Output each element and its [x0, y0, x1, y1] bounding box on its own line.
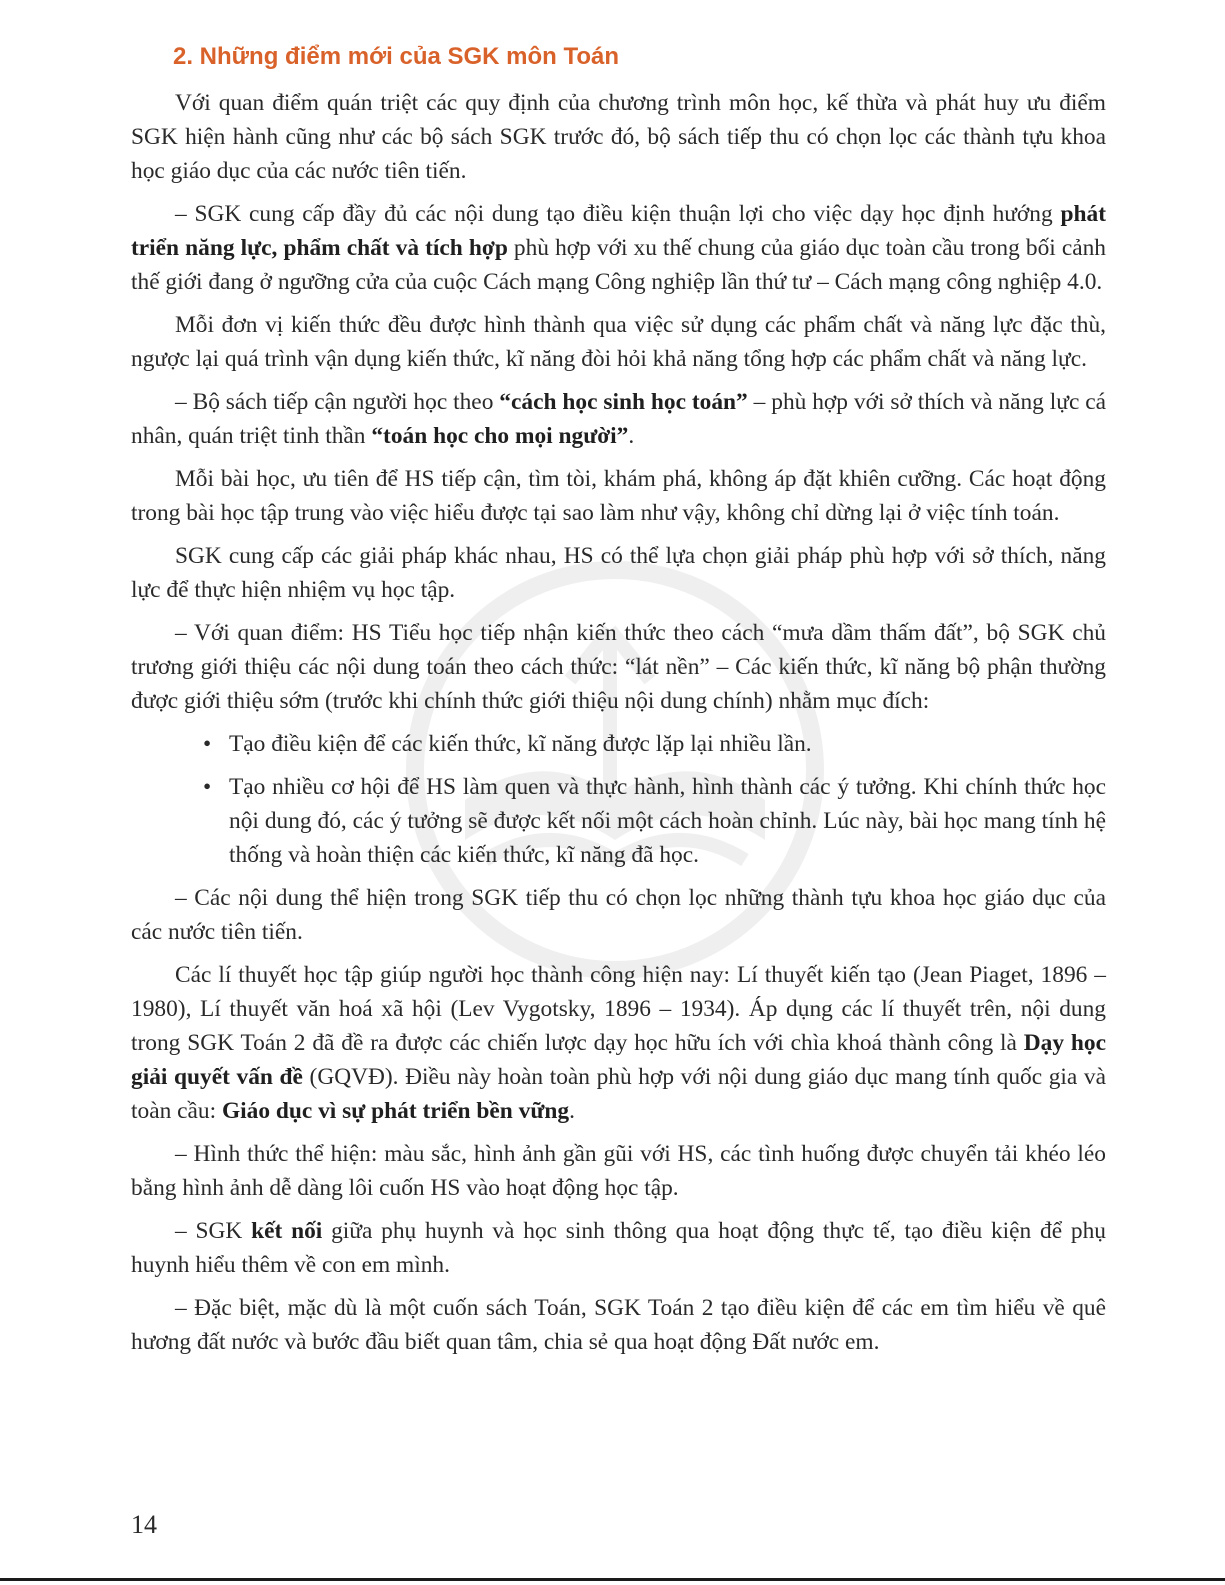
bullet-list	[131, 727, 1106, 872]
document-page	[131, 40, 1106, 1368]
paragraph: – Đặc biệt, mặc dù là một cuốn sách Toán, SGK Toán 2 tạo điều kiện để các em tìm hiểu về quê hương đất nước và bước đầu biết quan tâm, chia sẻ qua hoạt động Đất nước em.	[131, 1295, 1106, 1355]
paragraph: Mỗi bài học, ưu tiên để HS tiếp cận, tìm tòi, khám phá, không áp đặt khiên cưỡng. Các hoạt động trong bài học tập trung vào việc hiểu được tại sao làm như vậy, không chỉ dừng lại ở việc tính toán.	[131, 466, 1106, 526]
section-title: 2. Những điểm mới của SGK môn Toán	[173, 43, 620, 70]
list-item: • Tạo nhiều cơ hội để HS làm quen và thực hành, hình thành các ý tưởng. Khi chính thức học nội dung đó, các ý tưởng sẽ được kết nối một cách hoàn chỉnh. Lúc này, bài học mang tính hệ thống và hoàn thiện các kiến thức, kĩ năng đã học.	[229, 770, 1106, 872]
paragraph: – Với quan điểm: HS Tiểu học tiếp nhận kiến thức theo cách “mưa dầm thấm đất”, bộ SGK chủ trương giới thiệu các nội dung toán theo cách thức: “lát nền” – Các kiến thức, kĩ năng bộ phận thường được giới thiệu sớm (trước khi chính thức giới thiệu nội dung chính) nhằm mục đích:	[131, 620, 1106, 714]
bold-phrase: “toán học cho mọi người”	[371, 423, 629, 449]
bold-phrase: phát triển năng lực, phẩm chất và tích hợp	[131, 201, 1106, 261]
paragraph: – SGK cung cấp đầy đủ các nội dung tạo điều kiện thuận lợi cho việc dạy học định hướng phát triển năng lực, phẩm chất và tích hợp phù hợp với xu thế chung của giáo dục toàn cầu trong bối cảnh thế giới đang ở ngưỡng cửa của cuộc Cách mạng Công nghiệp lần thứ tư – Cách mạng công nghiệp 4.0.	[131, 201, 1107, 295]
list-item: • Tạo điều kiện để các kiến thức, kĩ năng được lặp lại nhiều lần.	[229, 727, 1106, 761]
paragraph: Với quan điểm quán triệt các quy định của chương trình môn học, kế thừa và phát huy ưu điểm SGK hiện hành cũng như các bộ sách SGK trước đó, bộ sách tiếp thu có chọn lọc các thành tựu khoa học giáo dục của các nước tiên tiến.	[131, 90, 1106, 184]
paragraph: – Các nội dung thể hiện trong SGK tiếp thu có chọn lọc những thành tựu khoa học giáo dục của các nước tiên tiến.	[131, 885, 1106, 945]
bold-phrase: kết nối	[251, 1218, 323, 1244]
bold-phrase: Dạy học giải quyết vấn đề	[131, 1030, 1107, 1090]
paragraph: Mỗi đơn vị kiến thức đều được hình thành qua việc sử dụng các phẩm chất và năng lực đặc thù, ngược lại quá trình vận dụng kiến thức, kĩ năng đòi hỏi khả năng tổng hợp các phẩm chất và năng lực.	[131, 312, 1106, 372]
paragraph: – SGK kết nối giữa phụ huynh và học sinh thông qua hoạt động thực tế, tạo điều kiện để phụ huynh hiểu thêm về con em mình.	[131, 1218, 1107, 1278]
page-number: 14	[131, 1510, 157, 1539]
bottom-divider	[0, 1578, 1225, 1581]
paragraph: Các lí thuyết học tập giúp người học thành công hiện nay: Lí thuyết kiến tạo (Jean Piaget, 1896 – 1980), Lí thuyết văn hoá xã hội (Lev Vygotsky, 1896 – 1934). Áp dụng các lí thuyết trên, nội dung trong SGK Toán 2 đã đề ra được các chiến lược dạy học hữu ích với chìa khoá thành công là Dạy học giải quyết vấn đề (GQVĐ). Điều này hoàn toàn phù hợp với nội dung giáo dục mang tính quốc gia và toàn cầu: Giáo dục vì sự phát triển bền vững.	[131, 962, 1107, 1124]
bold-phrase: Giáo dục vì sự phát triển bền vững	[221, 1098, 570, 1124]
paragraph: – Bộ sách tiếp cận người học theo “cách học sinh học toán” – phù hợp với sở thích và năng lực cá nhân, quán triệt tinh thần “toán học cho mọi người”.	[131, 389, 1106, 449]
paragraph: – Hình thức thể hiện: màu sắc, hình ảnh gần gũi với HS, các tình huống được chuyển tải khéo léo bằng hình ảnh dễ dàng lôi cuốn HS vào hoạt động học tập.	[131, 1141, 1106, 1201]
bold-phrase: “cách học sinh học toán”	[499, 389, 748, 415]
paragraph: SGK cung cấp các giải pháp khác nhau, HS có thể lựa chọn giải pháp phù hợp với sở thích, năng lực để thực hiện nhiệm vụ học tập.	[131, 543, 1106, 603]
